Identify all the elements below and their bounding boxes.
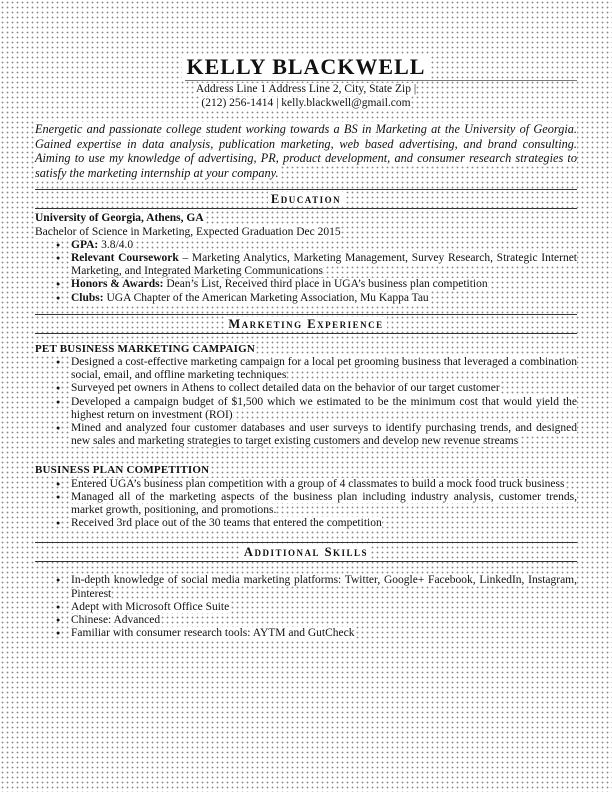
phone-email-text: (212) 256-1414 | kelly.blackwell@gmail.com xyxy=(201,97,411,109)
list-item xyxy=(71,614,577,627)
bullet-text: In-depth knowledge of social media marketing platforms: Twitter, Google+ Facebook, LinkedIn, Instagram, Pinterest xyxy=(71,574,577,600)
bullet-text: Designed a cost-effective marketing campaign for a local pet grooming business that leveraged a combination social, email, and offline marketing techniques xyxy=(71,356,577,382)
education-title: Education xyxy=(268,192,344,206)
list-item xyxy=(71,517,577,530)
section-rule xyxy=(35,208,577,209)
item-text: Dean’s List, Received third place in UGA’s business plan competition xyxy=(163,278,488,291)
resume-page xyxy=(35,54,577,640)
role-title: BUSINESS PLAN COMPETITION xyxy=(35,464,210,477)
bullet-text: Chinese: Advanced xyxy=(71,614,161,627)
role-title: PET BUSINESS MARKETING CAMPAIGN xyxy=(35,342,256,355)
section-rule xyxy=(35,561,577,562)
experience-heading xyxy=(35,314,577,334)
school-name: University of Georgia, Athens, GA xyxy=(35,212,204,225)
bullet-text: Managed all of the marketing aspects of the business plan including industry analysis, customer trends, market growth, positioning, and promotions. xyxy=(71,490,577,517)
list-item xyxy=(71,627,577,640)
experience-section xyxy=(35,314,577,531)
bullet-text: Developed a campaign budget of $1,500 which we estimated to be the minimum cost that would yield the highest return on investment (ROI) xyxy=(71,395,577,421)
education-heading xyxy=(35,189,577,209)
list-item xyxy=(71,396,577,422)
role-bullets xyxy=(35,356,577,448)
list-item xyxy=(71,239,577,252)
bullet-text: Surveyed pet owners in Athens to collect detailed data on the behavior of our target customer xyxy=(71,382,500,395)
item-text: – Marketing Analytics, Marketing Management, Survey Research, Strategic Internet Marketing, and Integrated Marketing Communications xyxy=(71,251,577,278)
list-item xyxy=(71,292,577,305)
list-item xyxy=(71,278,577,291)
bullet-text: Mined and analyzed four customer databases and user surveys to identify purchasing trends, and designed new sales and marketing strategies to target existing customers and develop new revenue streams xyxy=(71,422,577,448)
role-bullets xyxy=(35,478,577,531)
item-label: Clubs: xyxy=(71,291,104,304)
education-list xyxy=(35,239,577,305)
list-item xyxy=(71,478,577,491)
skills-section xyxy=(35,542,577,640)
candidate-name: KELLY BLACKWELL xyxy=(182,54,430,80)
summary-text: Energetic and passionate college student working towards a BS in Marketing at the University of Georgia. Gained expertise in data analysis, publication marketing, web based advertising, and brand consulting. Aiming to use my knowledge of advertising, PR, product development, and consumer research strategies to satisfy the marketing internship at your company. xyxy=(35,122,577,180)
list-item xyxy=(71,252,577,278)
item-label: Honors & Awards: xyxy=(71,278,164,291)
experience-title: Marketing Experience xyxy=(225,317,386,331)
list-item xyxy=(71,601,577,614)
list-item xyxy=(71,356,577,382)
list-item xyxy=(71,574,577,600)
list-item xyxy=(71,422,577,448)
bullet-text: Familiar with consumer research tools: AYTM and GutCheck xyxy=(71,627,355,640)
list-item xyxy=(71,491,577,517)
item-text: UGA Chapter of the American Marketing Association, Mu Kappa Tau xyxy=(103,291,429,304)
section-rule xyxy=(35,333,577,334)
education-section xyxy=(35,189,577,304)
name-header xyxy=(35,54,577,82)
list-item xyxy=(71,382,577,395)
item-text: 3.8/4.0 xyxy=(98,238,134,251)
summary-paragraph xyxy=(35,122,577,180)
bullet-text: Entered UGA’s business plan competition with a group of 4 classmates to build a mock food truck business xyxy=(71,477,565,490)
skills-heading xyxy=(35,542,577,562)
header-rule xyxy=(185,80,577,81)
address-text: Address Line 1 Address Line 2, City, State Zip | xyxy=(195,83,417,95)
bullet-text: Adept with Microsoft Office Suite xyxy=(71,600,230,613)
skills-title: Additional Skills xyxy=(241,545,371,559)
degree-text: Bachelor of Science in Marketing, Expected Graduation Dec 2015 xyxy=(35,225,341,238)
contact-phone-email xyxy=(35,96,577,110)
bullet-text: Received 3rd place out of the 30 teams that entered the competition xyxy=(71,517,382,530)
contact-address xyxy=(35,82,577,96)
skills-list xyxy=(35,574,577,640)
item-label: GPA: xyxy=(71,238,99,251)
item-label: Relevant Coursework xyxy=(71,251,179,264)
